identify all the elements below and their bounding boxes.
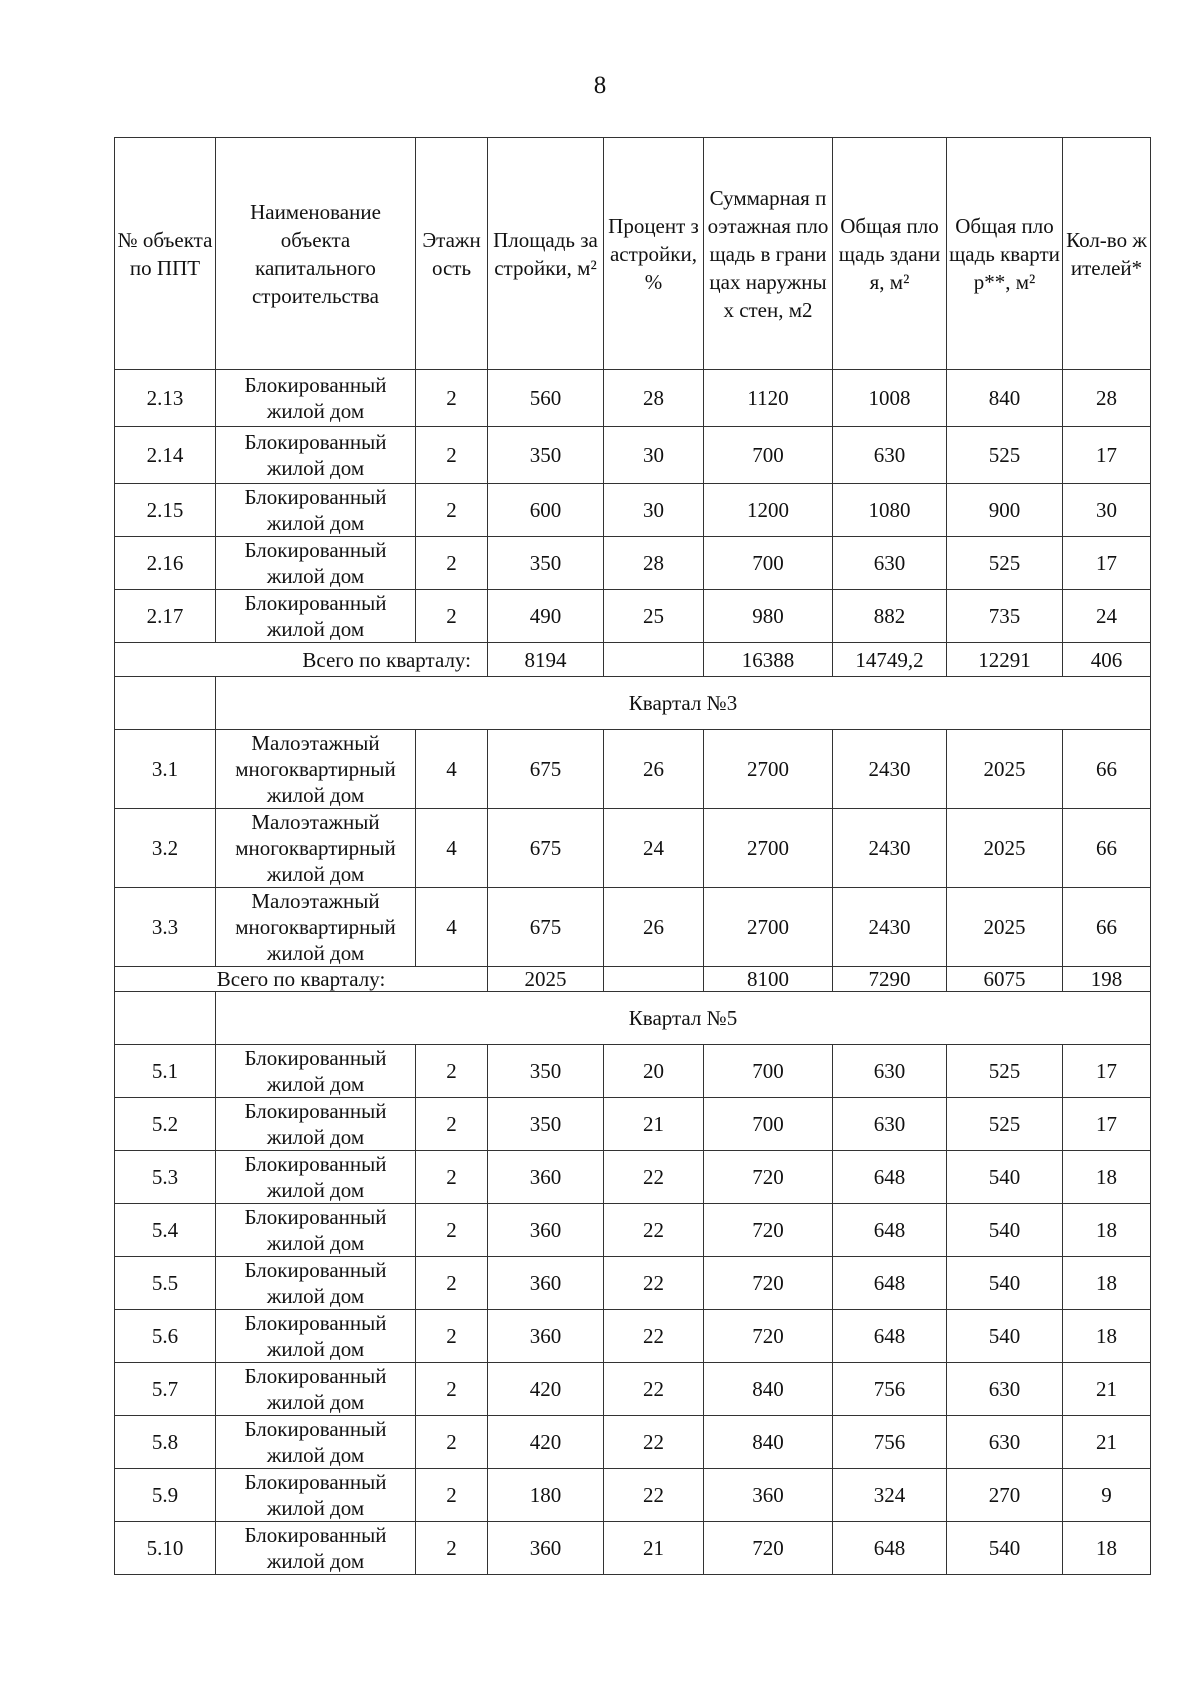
cell-pct: 20 [604, 1045, 704, 1098]
cell-floor-area: 700 [704, 427, 833, 484]
cell-name: Блокированный жилой дом [216, 590, 416, 643]
cell-pct: 22 [604, 1257, 704, 1310]
cell-people: 24 [1063, 590, 1151, 643]
cell-floor-area: 2700 [704, 888, 833, 967]
table-header-row [115, 138, 1151, 370]
cell-floor-area: 720 [704, 1151, 833, 1204]
cell-total: 630 [833, 1098, 947, 1151]
cell-pct: 21 [604, 1522, 704, 1575]
cell-pct: 25 [604, 590, 704, 643]
cell-floors: 2 [416, 1045, 488, 1098]
cell-floor-area: 840 [704, 1416, 833, 1469]
cell-apt: 525 [947, 1045, 1063, 1098]
total-floor-area: 8100 [704, 967, 833, 992]
cell-apt: 540 [947, 1522, 1063, 1575]
page-number: 8 [593, 72, 607, 99]
cell-area: 675 [488, 730, 604, 809]
cell-total: 648 [833, 1522, 947, 1575]
cell-floors: 2 [416, 427, 488, 484]
cell-id: 2.14 [115, 427, 216, 484]
cell-people: 17 [1063, 1045, 1151, 1098]
header-building-percent: Процент застройки, % [604, 138, 704, 370]
cell-area: 360 [488, 1522, 604, 1575]
cell-floor-area: 1200 [704, 484, 833, 537]
cell-area: 675 [488, 888, 604, 967]
buildings-table [114, 137, 1151, 1575]
cell-floors: 2 [416, 370, 488, 427]
total-apt: 6075 [947, 967, 1063, 992]
table-row [115, 537, 1151, 590]
cell-people: 66 [1063, 888, 1151, 967]
cell-area: 350 [488, 1045, 604, 1098]
table-row [115, 1045, 1151, 1098]
cell-id: 5.7 [115, 1363, 216, 1416]
cell-people: 21 [1063, 1416, 1151, 1469]
cell-name: Малоэтажный многоквартирный жилой дом [216, 730, 416, 809]
cell-total: 648 [833, 1310, 947, 1363]
header-apartment-area: Общая площадь квартир**, м² [947, 138, 1063, 370]
cell-name: Блокированный жилой дом [216, 427, 416, 484]
cell-area: 360 [488, 1204, 604, 1257]
cell-pct: 30 [604, 427, 704, 484]
cell-floors: 2 [416, 1469, 488, 1522]
cell-name: Блокированный жилой дом [216, 1098, 416, 1151]
cell-area: 420 [488, 1363, 604, 1416]
cell-id: 2.13 [115, 370, 216, 427]
cell-id: 2.17 [115, 590, 216, 643]
total-pct [604, 643, 704, 677]
quarter-total-row [115, 643, 1151, 677]
cell-floors: 2 [416, 1416, 488, 1469]
total-area: 2025 [488, 967, 604, 992]
cell-pct: 22 [604, 1416, 704, 1469]
cell-floors: 4 [416, 730, 488, 809]
header-floors: Этажность [416, 138, 488, 370]
header-total-building-area: Общая площадь здания, м² [833, 138, 947, 370]
cell-name: Малоэтажный многоквартирный жилой дом [216, 888, 416, 967]
cell-name: Блокированный жилой дом [216, 1416, 416, 1469]
cell-people: 17 [1063, 427, 1151, 484]
cell-id: 5.2 [115, 1098, 216, 1151]
cell-apt: 525 [947, 537, 1063, 590]
cell-floors: 2 [416, 590, 488, 643]
cell-name: Блокированный жилой дом [216, 1257, 416, 1310]
cell-floor-area: 2700 [704, 730, 833, 809]
cell-id: 3.3 [115, 888, 216, 967]
cell-total: 630 [833, 1045, 947, 1098]
cell-floor-area: 360 [704, 1469, 833, 1522]
cell-apt: 630 [947, 1363, 1063, 1416]
table-row [115, 1204, 1151, 1257]
header-residents: Кол-во жителей* [1063, 138, 1151, 370]
cell-people: 18 [1063, 1310, 1151, 1363]
cell-area: 360 [488, 1310, 604, 1363]
cell-name: Блокированный жилой дом [216, 1204, 416, 1257]
cell-people: 66 [1063, 730, 1151, 809]
table-row [115, 1151, 1151, 1204]
table-row [115, 1416, 1151, 1469]
cell-area: 350 [488, 537, 604, 590]
cell-apt: 540 [947, 1204, 1063, 1257]
table-row [115, 1257, 1151, 1310]
cell-floor-area: 720 [704, 1204, 833, 1257]
table-row [115, 809, 1151, 888]
cell-people: 17 [1063, 537, 1151, 590]
cell-floors: 4 [416, 809, 488, 888]
cell-apt: 2025 [947, 730, 1063, 809]
total-people: 406 [1063, 643, 1151, 677]
total-total: 14749,2 [833, 643, 947, 677]
cell-apt: 2025 [947, 809, 1063, 888]
header-total-floor-area: Суммарная поэтажная площадь в границах наружных стен, м2 [704, 138, 833, 370]
cell-apt: 540 [947, 1257, 1063, 1310]
table-row [115, 1310, 1151, 1363]
quarter-title: Квартал №3 [216, 677, 1151, 730]
cell-id: 2.15 [115, 484, 216, 537]
cell-people: 18 [1063, 1257, 1151, 1310]
cell-pct: 22 [604, 1151, 704, 1204]
cell-total: 2430 [833, 730, 947, 809]
cell-area: 600 [488, 484, 604, 537]
cell-total: 648 [833, 1204, 947, 1257]
cell-id: 5.9 [115, 1469, 216, 1522]
total-area: 8194 [488, 643, 604, 677]
cell-floors: 2 [416, 484, 488, 537]
cell-name: Блокированный жилой дом [216, 1522, 416, 1575]
cell-apt: 270 [947, 1469, 1063, 1522]
quarter-total-label: Всего по кварталу: [115, 967, 488, 992]
total-pct [604, 967, 704, 992]
cell-area: 350 [488, 427, 604, 484]
header-object-name: Наименование объекта капитального строительства [216, 138, 416, 370]
cell-name: Блокированный жилой дом [216, 537, 416, 590]
cell-total: 756 [833, 1363, 947, 1416]
cell-apt: 630 [947, 1416, 1063, 1469]
cell-floor-area: 700 [704, 1098, 833, 1151]
cell-total: 2430 [833, 888, 947, 967]
cell-area: 350 [488, 1098, 604, 1151]
table-row [115, 730, 1151, 809]
cell-id: 5.8 [115, 1416, 216, 1469]
cell-people: 18 [1063, 1522, 1151, 1575]
cell-pct: 22 [604, 1363, 704, 1416]
cell-total: 630 [833, 537, 947, 590]
header-object-number: № объекта по ППТ [115, 138, 216, 370]
cell-floor-area: 720 [704, 1522, 833, 1575]
quarter-empty-cell [115, 992, 216, 1045]
total-floor-area: 16388 [704, 643, 833, 677]
cell-apt: 2025 [947, 888, 1063, 967]
cell-total: 648 [833, 1257, 947, 1310]
cell-area: 675 [488, 809, 604, 888]
cell-total: 630 [833, 427, 947, 484]
cell-floors: 4 [416, 888, 488, 967]
cell-apt: 840 [947, 370, 1063, 427]
cell-total: 882 [833, 590, 947, 643]
cell-id: 5.6 [115, 1310, 216, 1363]
cell-floor-area: 2700 [704, 809, 833, 888]
cell-name: Блокированный жилой дом [216, 484, 416, 537]
cell-floor-area: 700 [704, 537, 833, 590]
cell-name: Блокированный жилой дом [216, 1363, 416, 1416]
cell-area: 360 [488, 1257, 604, 1310]
cell-id: 3.1 [115, 730, 216, 809]
cell-name: Блокированный жилой дом [216, 1151, 416, 1204]
quarter-title-row [115, 677, 1151, 730]
cell-pct: 26 [604, 888, 704, 967]
cell-floor-area: 980 [704, 590, 833, 643]
cell-total: 648 [833, 1151, 947, 1204]
cell-pct: 22 [604, 1469, 704, 1522]
cell-id: 5.5 [115, 1257, 216, 1310]
cell-people: 18 [1063, 1151, 1151, 1204]
cell-floors: 2 [416, 1363, 488, 1416]
cell-floor-area: 840 [704, 1363, 833, 1416]
cell-apt: 525 [947, 1098, 1063, 1151]
cell-id: 5.10 [115, 1522, 216, 1575]
total-total: 7290 [833, 967, 947, 992]
cell-area: 490 [488, 590, 604, 643]
cell-pct: 22 [604, 1204, 704, 1257]
cell-floor-area: 1120 [704, 370, 833, 427]
cell-area: 360 [488, 1151, 604, 1204]
quarter-empty-cell [115, 677, 216, 730]
cell-pct: 22 [604, 1310, 704, 1363]
cell-area: 420 [488, 1416, 604, 1469]
cell-name: Блокированный жилой дом [216, 1045, 416, 1098]
cell-name: Блокированный жилой дом [216, 1469, 416, 1522]
cell-pct: 28 [604, 370, 704, 427]
cell-floor-area: 720 [704, 1310, 833, 1363]
table-row [115, 427, 1151, 484]
cell-area: 560 [488, 370, 604, 427]
cell-total: 2430 [833, 809, 947, 888]
cell-total: 324 [833, 1469, 947, 1522]
cell-total: 1080 [833, 484, 947, 537]
cell-name: Блокированный жилой дом [216, 1310, 416, 1363]
cell-apt: 525 [947, 427, 1063, 484]
cell-name: Малоэтажный многоквартирный жилой дом [216, 809, 416, 888]
total-people: 198 [1063, 967, 1151, 992]
table-row [115, 1522, 1151, 1575]
cell-id: 5.3 [115, 1151, 216, 1204]
table-row [115, 888, 1151, 967]
table-row [115, 370, 1151, 427]
cell-total: 1008 [833, 370, 947, 427]
cell-id: 2.16 [115, 537, 216, 590]
cell-people: 30 [1063, 484, 1151, 537]
table-row [115, 484, 1151, 537]
quarter-total-row [115, 967, 1151, 992]
cell-pct: 28 [604, 537, 704, 590]
cell-floors: 2 [416, 537, 488, 590]
cell-people: 18 [1063, 1204, 1151, 1257]
cell-floors: 2 [416, 1310, 488, 1363]
cell-name: Блокированный жилой дом [216, 370, 416, 427]
table-row [115, 1098, 1151, 1151]
cell-floors: 2 [416, 1151, 488, 1204]
cell-pct: 26 [604, 730, 704, 809]
quarter-total-label: Всего по кварталу: [115, 643, 488, 677]
cell-floors: 2 [416, 1522, 488, 1575]
cell-people: 66 [1063, 809, 1151, 888]
quarter-title: Квартал №5 [216, 992, 1151, 1045]
cell-people: 17 [1063, 1098, 1151, 1151]
cell-pct: 24 [604, 809, 704, 888]
quarter-title-row [115, 992, 1151, 1045]
cell-floors: 2 [416, 1204, 488, 1257]
cell-total: 756 [833, 1416, 947, 1469]
cell-id: 5.4 [115, 1204, 216, 1257]
cell-floors: 2 [416, 1257, 488, 1310]
cell-people: 28 [1063, 370, 1151, 427]
total-apt: 12291 [947, 643, 1063, 677]
cell-floors: 2 [416, 1098, 488, 1151]
cell-apt: 540 [947, 1310, 1063, 1363]
cell-area: 180 [488, 1469, 604, 1522]
table-row [115, 1469, 1151, 1522]
cell-id: 5.1 [115, 1045, 216, 1098]
cell-id: 3.2 [115, 809, 216, 888]
cell-pct: 21 [604, 1098, 704, 1151]
cell-people: 21 [1063, 1363, 1151, 1416]
cell-pct: 30 [604, 484, 704, 537]
cell-apt: 900 [947, 484, 1063, 537]
table-row [115, 590, 1151, 643]
cell-floor-area: 700 [704, 1045, 833, 1098]
header-building-area: Площадь застройки, м² [488, 138, 604, 370]
table-row [115, 1363, 1151, 1416]
cell-apt: 540 [947, 1151, 1063, 1204]
cell-apt: 735 [947, 590, 1063, 643]
cell-floor-area: 720 [704, 1257, 833, 1310]
cell-people: 9 [1063, 1469, 1151, 1522]
